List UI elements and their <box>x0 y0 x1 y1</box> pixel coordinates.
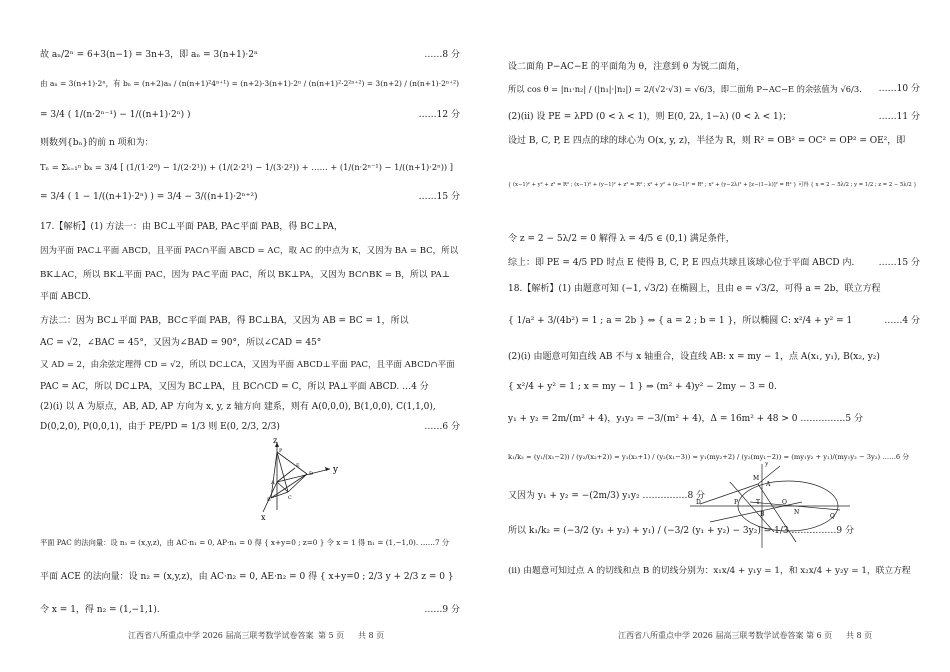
right-footer-school: 江西省八所重点中学 2026 届高三联考数学试卷答案 <box>618 631 804 640</box>
solution-line: { x²/4 + y² = 1 ; x = my − 1 } ⇒ (m² + 4)y² − 2my − 3 = 0. <box>508 382 777 392</box>
right-footer-page: 第 6 页 <box>806 631 833 640</box>
point-d-label-r: D <box>696 499 701 506</box>
solution-line: 设二面角 P−AC−E 的平面角为 θ，注意到 θ 为锐二面角， <box>508 62 746 72</box>
axis-y-label: y <box>333 465 339 475</box>
score-marker: ……10 分 <box>878 84 920 94</box>
solution-line: (2)(i) 以 A 为原点，AB, AD, AP 方向为 x, y, z 轴方向 建系，则有 A(0,0,0), B(1,0,0), C(1,1,0), <box>40 402 436 412</box>
solution-line: PAC = AC，所以 DC⊥PA，又因为 BC⊥PA，且 BC∩CD = C，所以 PA⊥平面 ABCD. …4 分 <box>40 382 429 392</box>
score-marker: ……4 分 <box>884 316 920 326</box>
solution-line: 因为平面 PAC⊥平面 ABCD，且平面 PAC∩平面 ABCD = AC，取 AC 的中点为 K，又因为 BA = BC，所以 <box>40 246 459 256</box>
score-marker: ……12 分 <box>418 110 460 120</box>
solution-line: 平面 ACE 的法向量：设 n₂ = (x,y,z)，由 AC·n₂ = 0, AE·n₂ = 0 得 { x+y=0 ; 2/3 y + 2/3 z = 0 } <box>40 572 454 582</box>
point-m-label: M <box>753 475 760 482</box>
solution-line: 方法二：因为 BC⊥平面 PAB，BC⊂平面 PAB，得 BC⊥BA，又因为 AB = BC = 1，所以 <box>40 316 409 326</box>
solution-line: 所以 cos θ = |n₁·n₂| / (|n₁|·|n₂|) = 2/(√2·√3) = √6/3，即二面角 P−AC−E 的余弦值为 √6/3. <box>508 84 862 94</box>
left-footer-page: 第 5 页 <box>318 631 345 640</box>
solution-line: = 3/4 ( 1/(n·2ⁿ⁻¹) − 1/((n+1)·2ⁿ) ) <box>40 110 191 120</box>
score-marker: ……15 分 <box>878 258 920 268</box>
point-b-label: B <box>267 497 271 503</box>
solution-line: 则数列{bₙ}的前 n 项和为： <box>40 138 154 148</box>
ellipse-figure <box>690 462 850 548</box>
solution-line: 令 x = 1，得 n₂ = (1,−1,1). <box>40 605 160 615</box>
solution-line: 平面 ABCD. <box>40 292 91 302</box>
axis-z-label: z <box>273 438 278 445</box>
solution-line: (2)(i) 由题意可知直线 AB 不与 x 轴重合，设直线 AB: x = my − 1，点 A(x₁, y₁), B(x₂, y₂) <box>508 352 880 362</box>
solution-line: { (x−1)² + y² + z² = R² ; (x−1)² + (y−1)² + z² = R² ; x² + y² + (z−1)² = R² ; x² + (y−2λ)² + [z−(1−λ)]² = R² } 可得 { x = 2 − 5λ/2 ; y = 1/2 ; z = 2 − 5λ/2 } <box>508 182 917 188</box>
solution-line: Tₙ = Σₖ₌₁ⁿ bₖ = 3/4 [ (1/(1·2⁰) − 1/(2·2¹)) + (1/(2·2¹) − 1/(3·2²)) + …… + (1/(n·2ⁿ⁻¹) − 1/((n+1)·2ⁿ)) ] <box>40 162 453 172</box>
pyramid-figure <box>255 438 345 520</box>
left-page <box>40 0 460 672</box>
score-marker: ……15 分 <box>418 192 460 202</box>
point-e-label: E <box>296 463 300 469</box>
point-t-label-r: T <box>756 499 761 506</box>
solution-line: 故 aₙ/2ⁿ = 6+3(n−1) = 3n+3，即 aₙ = 3(n+1)·2ⁿ <box>40 50 258 60</box>
solution-line: 17.【解析】(1) 方法一：由 BC⊥平面 PAB, PA⊂平面 PAB，得 BC⊥PA， <box>40 222 344 232</box>
solution-line: 设过 B, C, P, E 四点的球的球心为 O(x, y, z)，半径为 R，则 R² = OB² = OC² = OP² = OE²，即 <box>508 136 906 146</box>
solution-line: y₁ + y₂ = 2m/(m² + 4)，y₁y₂ = −3/(m² + 4)，Δ = 16m² + 48 > 0 ……………5 分 <box>508 414 863 424</box>
point-q-label-r: Q <box>830 513 835 520</box>
solution-line: D(0,2,0), P(0,0,1)，由于 PE/PD = 1/3 则 E(0, 2/3, 2/3) <box>40 422 280 432</box>
solution-line: (ii) 由题意可知过点 A 的切线和点 B 的切线分别为：x₁x/4 + y₁y = 1，和 x₂x/4 + y₂y = 1，联立方程 <box>508 566 911 576</box>
score-marker: ……11 分 <box>878 112 920 122</box>
point-a-label: A <box>271 480 275 486</box>
point-n-label-r: N <box>794 509 800 516</box>
point-p-label: P <box>279 448 283 454</box>
point-d-label: D <box>309 471 314 477</box>
point-p-label-r: P <box>734 499 739 506</box>
point-a-label-r: A <box>766 481 771 488</box>
solution-line: BK⊥AC，所以 BK⊥平面 PAC，因为 PA⊂平面 PAC，所以 BK⊥PA，又因为 BC∩BK = B，所以 PA⊥ <box>40 270 450 280</box>
score-marker: ……6 分 <box>424 422 460 432</box>
right-page <box>508 0 920 672</box>
score-marker: ……9 分 <box>424 605 460 615</box>
score-marker: ……8 分 <box>424 50 460 60</box>
solution-line: 平面 PAC 的法向量：设 n₁ = (x,y,z)，由 AC·n₁ = 0, AP·n₁ = 0 得 { x+y=0 ; z=0 } 令 x = 1 得 n₁ = (1,−1,0). ……7 分 <box>40 538 450 547</box>
point-b-label-r: B <box>760 511 765 518</box>
solution-line: 18.【解析】(1) 由题意可知 (−1, √3/2) 在椭圆上，且由 e = √3/2，可得 a = 2b，联立方程 <box>508 284 881 294</box>
left-footer-total: 共 8 页 <box>358 631 385 640</box>
solution-line: 令 z = 2 − 5λ/2 = 0 解得 λ = 4/5 ∈ (0,1) 满足条件， <box>508 234 735 244</box>
solution-line: = 3/4 ( 1 − 1/((n+1)·2ⁿ) ) = 3/4 − 3/((n+1)·2ⁿ⁺²) <box>40 192 258 202</box>
solution-line: 又因为 y₁ + y₂ = −(2m/3) y₁y₂ ……………8 分 <box>508 491 706 501</box>
solution-line: 又 AD = 2，由余弦定理得 CD = √2，所以 DC⊥CA，又因为平面 ABCD⊥平面 PAC，且平面 ABCD∩平面 <box>40 360 455 370</box>
solution-line: 所以 k₁/k₂ = (−3/2 (y₁ + y₂) + y₁) / (−3/2 (y₁ + y₂) − 3y₂) = 1/3 ……………9 分 <box>508 526 855 536</box>
axis-x-label: x <box>261 513 266 520</box>
left-footer-school: 江西省八所重点中学 2026 届高三联考数学试卷答案 <box>128 631 314 640</box>
solution-line: { 1/a² + 3/(4b²) = 1 ; a = 2b } ⇔ { a = 2 ; b = 1 }，所以椭圆 C: x²/4 + y² = 1 <box>508 316 853 326</box>
solution-line: AC = √2，∠BAC = 45°，又因为∠BAD = 90°，所以∠CAD = 45° <box>40 338 322 348</box>
right-footer-total: 共 8 页 <box>846 631 873 640</box>
point-o-label-r: O <box>782 499 787 506</box>
solution-line: k₁/k₂ = (y₁/(x₁−2)) / (y₂/(x₂+2)) = y₁(x₂+1) / (y₂(x₁−3)) = y₁(my₂+2) / (y₂(my₁−2)) = (my₁y₂ + y₁)/(my₁y₂ − 3y₂) ……6 分 <box>508 453 910 461</box>
axis-y-label-r: y <box>765 462 769 467</box>
solution-line: 综上：即 PE = 4/5 PD 时点 E 使得 B, C, P, E 四点共球且该球心位于平面 ABCD 内. <box>508 258 855 268</box>
solution-line: (2)(ii) 设 PE = λPD (0 < λ < 1)，则 E(0, 2λ, 1−λ) (0 < λ < 1)； <box>508 112 792 122</box>
solution-line: 由 aₙ = 3(n+1)·2ⁿ，有 bₙ = (n+2)aₙ / (n(n+1)²4ⁿ⁺¹) = (n+2)·3(n+1)·2ⁿ / (n(n+1)²·2²ⁿ⁺²) = 3(n+2) / (n(n+1)·2ⁿ⁺²) <box>40 79 460 88</box>
point-c-label: C <box>288 495 292 501</box>
